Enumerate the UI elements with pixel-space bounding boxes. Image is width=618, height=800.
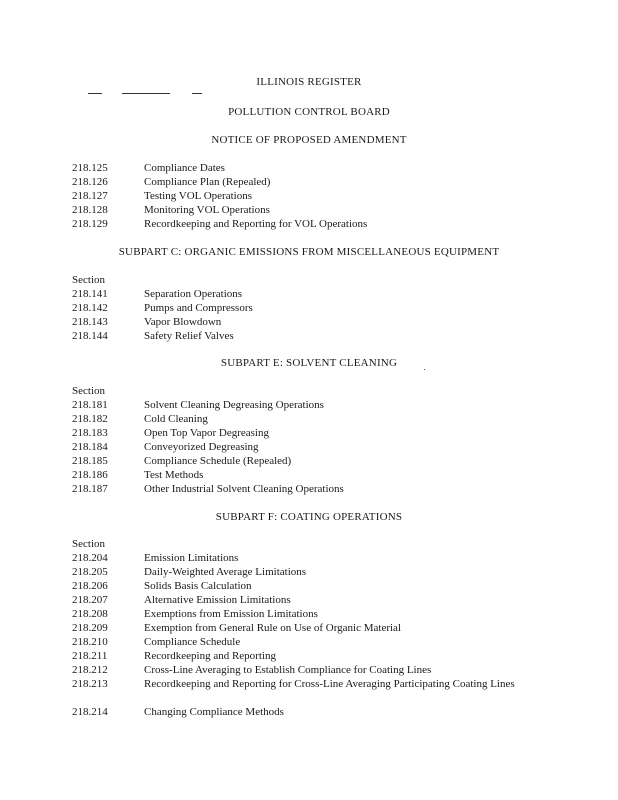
section-title: Conveyorized Degreasing (144, 441, 259, 453)
section-title: Compliance Schedule (Repealed) (144, 455, 292, 467)
register-title: ILLINOIS REGISTER (256, 76, 362, 88)
section-number: 218.212 (72, 664, 108, 676)
section-title: Solvent Cleaning Degreasing Operations (144, 399, 324, 411)
subpart-f-heading: SUBPART F: COATING OPERATIONS (215, 511, 403, 523)
section-number: 218.210 (72, 636, 108, 648)
section-title: Pumps and Compressors (144, 302, 253, 314)
section-number: 218.127 (72, 190, 108, 202)
section-title: Daily-Weighted Average Limitations (144, 566, 307, 578)
section-title: Safety Relief Valves (144, 330, 234, 342)
section-number: 218.187 (72, 483, 108, 495)
section-title: Recordkeeping and Reporting for VOL Operations (144, 218, 368, 230)
section-number: 218.141 (72, 288, 108, 300)
section-title: Open Top Vapor Degreasing (144, 427, 269, 439)
section-number: 218.186 (72, 469, 108, 481)
section-number: 218.204 (72, 552, 108, 564)
section-number: 218.126 (72, 176, 108, 188)
section-title: Cold Cleaning (144, 413, 208, 425)
section-title: Emission Limitations (144, 552, 239, 564)
section-title: Solids Basis Calculation (144, 580, 252, 592)
section-number: 218.214 (72, 706, 108, 718)
section-title: Separation Operations (144, 288, 243, 300)
section-title: Recordkeeping and Reporting (144, 650, 276, 662)
section-number: 218.128 (72, 204, 108, 216)
section-number: 218.207 (72, 594, 108, 606)
section-number: 218.184 (72, 441, 108, 453)
section-number: 218.209 (72, 622, 108, 634)
section-number: 218.129 (72, 218, 108, 230)
section-number: 218.208 (72, 608, 108, 620)
section-label: Section (72, 385, 105, 397)
scan-artifact-line (192, 93, 202, 94)
section-title: Changing Compliance Methods (144, 706, 284, 718)
board-title: POLLUTION CONTROL BOARD (228, 106, 390, 118)
section-number: 218.213 (72, 678, 108, 690)
scan-artifact-line (122, 93, 170, 94)
section-title: Compliance Plan (Repealed) (144, 176, 271, 188)
section-title: Test Methods (144, 469, 204, 481)
subpart-e-heading: SUBPART E: SOLVENT CLEANING (220, 357, 398, 369)
section-title: Exemptions from Emission Limitations (144, 608, 318, 620)
section-title: Compliance Dates (144, 162, 225, 174)
section-number: 218.144 (72, 330, 108, 342)
section-number: 218.211 (72, 650, 108, 662)
section-title: Monitoring VOL Operations (144, 204, 270, 216)
scan-artifact-dot (424, 369, 425, 370)
section-label: Section (72, 538, 105, 550)
scan-artifact-line (88, 93, 102, 94)
section-number: 218.143 (72, 316, 108, 328)
section-number: 218.183 (72, 427, 108, 439)
section-number: 218.206 (72, 580, 108, 592)
section-number: 218.142 (72, 302, 108, 314)
section-number: 218.125 (72, 162, 108, 174)
section-number: 218.181 (72, 399, 108, 411)
section-number: 218.185 (72, 455, 108, 467)
section-title: Vapor Blowdown (144, 316, 222, 328)
section-number: 218.182 (72, 413, 108, 425)
section-title: Compliance Schedule (144, 636, 241, 648)
section-title: Cross-Line Averaging to Establish Compliance for Coating Lines (144, 664, 432, 676)
section-title: Exemption from General Rule on Use of Organic Material (144, 622, 401, 634)
subpart-c-heading: SUBPART C: ORGANIC EMISSIONS FROM MISCELLANEOUS EQUIPMENT (118, 246, 500, 258)
section-title: Recordkeeping and Reporting for Cross-Line Averaging Participating Coating Lines (144, 678, 515, 690)
section-title: Other Industrial Solvent Cleaning Operations (144, 483, 344, 495)
notice-title: NOTICE OF PROPOSED AMENDMENT (211, 134, 407, 146)
section-number: 218.205 (72, 566, 108, 578)
section-label: Section (72, 274, 105, 286)
section-title: Alternative Emission Limitations (144, 594, 291, 606)
section-title: Testing VOL Operations (144, 190, 252, 202)
